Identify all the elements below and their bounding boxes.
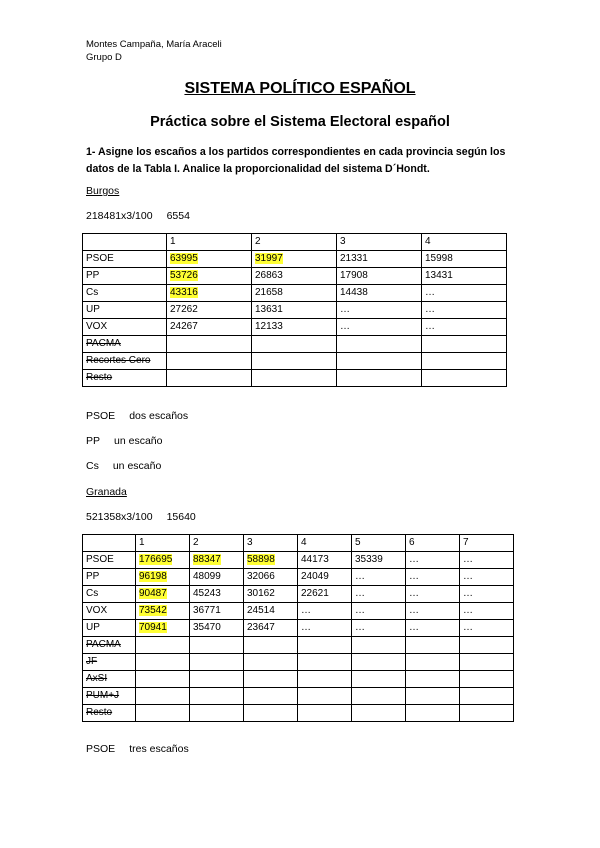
header-corner-cell [83, 535, 136, 552]
quotient-cell [136, 705, 190, 722]
quotient-cell [298, 654, 352, 671]
quotient-cell [422, 319, 507, 336]
quotient-value: … [355, 588, 365, 599]
quotient-value: 17908 [340, 270, 368, 281]
party-name: PSOE [86, 554, 114, 565]
party-cell [83, 370, 167, 387]
seat-quotient-value: 53726 [170, 270, 198, 281]
party-name: VOX [86, 605, 108, 616]
quotient-cell [190, 586, 244, 603]
quotient-cell [298, 620, 352, 637]
quotient-cell [406, 688, 460, 705]
quotient-cell [352, 569, 406, 586]
quotient-cell [422, 285, 507, 302]
quotient-cell [422, 268, 507, 285]
quotient-cell [337, 353, 422, 370]
quotient-cell [244, 637, 298, 654]
column-header: 6 [406, 535, 460, 552]
quotient-cell [422, 302, 507, 319]
table-row [83, 620, 514, 637]
party-name: PACMA [86, 639, 121, 650]
quotient-cell [252, 268, 337, 285]
quotient-value: … [409, 571, 419, 582]
seat-quotient-value: 88347 [193, 554, 221, 565]
quotient-cell [167, 268, 252, 285]
quotient-value: 15998 [425, 253, 453, 264]
quotient-cell [460, 671, 514, 688]
quotient-value: … [425, 321, 435, 332]
party-name: Cs [86, 287, 99, 298]
party-cell [83, 319, 167, 336]
granada-calc-result: 15640 [166, 511, 196, 523]
quotient-cell [337, 268, 422, 285]
quotient-value: 24267 [170, 321, 198, 332]
party-name: JF [86, 656, 98, 667]
quotient-cell [406, 620, 460, 637]
quotient-cell [167, 353, 252, 370]
quotient-value: … [463, 571, 473, 582]
party-cell [83, 637, 136, 654]
quotient-cell [190, 552, 244, 569]
quotient-cell [244, 688, 298, 705]
party-cell [83, 654, 136, 671]
burgos-heading: Burgos [86, 185, 120, 197]
column-header: 2 [190, 535, 244, 552]
quotient-cell [422, 370, 507, 387]
granada-calc [86, 511, 196, 523]
result-text: tres escaños [129, 743, 189, 755]
quotient-cell [298, 552, 352, 569]
quotient-cell [244, 586, 298, 603]
header-corner-cell [83, 234, 167, 251]
quotient-value: … [340, 321, 350, 332]
table-row [83, 552, 514, 569]
quotient-cell [190, 705, 244, 722]
table-header-row [83, 234, 507, 251]
quotient-value: 23647 [247, 622, 275, 633]
quotient-cell [136, 569, 190, 586]
quotient-cell [190, 620, 244, 637]
quotient-cell [190, 688, 244, 705]
quotient-value: … [355, 605, 365, 616]
party-cell [83, 586, 136, 603]
table-row [83, 688, 514, 705]
party-name: Resto [86, 707, 113, 718]
quotient-cell [136, 688, 190, 705]
table-row [83, 370, 507, 387]
party-cell [83, 671, 136, 688]
party-name: PUM+J [86, 690, 120, 701]
quotient-cell [352, 688, 406, 705]
party-cell [83, 603, 136, 620]
column-header: 4 [422, 234, 507, 251]
quotient-value: 35470 [193, 622, 221, 633]
quotient-value: 30162 [247, 588, 275, 599]
quotient-cell [460, 569, 514, 586]
party-name: PP [86, 571, 100, 582]
quotient-cell [190, 569, 244, 586]
quotient-value: 36771 [193, 605, 221, 616]
burgos-result-psoe [86, 410, 188, 422]
quotient-value: 24514 [247, 605, 275, 616]
quotient-cell [244, 654, 298, 671]
quotient-value: … [355, 571, 365, 582]
table-row [83, 336, 507, 353]
quotient-cell [244, 620, 298, 637]
quotient-value: 22621 [301, 588, 329, 599]
granada-calc-expr: 521358x3/100 [86, 511, 153, 523]
quotient-cell [252, 336, 337, 353]
quotient-cell [406, 705, 460, 722]
seat-quotient-value: 96198 [139, 571, 167, 582]
party-name: PP [86, 270, 100, 281]
result-text: dos escaños [129, 410, 189, 422]
quotient-value: … [409, 622, 419, 633]
quotient-value: 13631 [255, 304, 283, 315]
quotient-cell [352, 603, 406, 620]
quotient-cell [252, 353, 337, 370]
quotient-cell [167, 302, 252, 319]
granada-heading: Granada [86, 486, 127, 498]
quotient-cell [136, 552, 190, 569]
quotient-cell [337, 251, 422, 268]
quotient-value: … [340, 304, 350, 315]
quotient-value: 26863 [255, 270, 283, 281]
table-row [83, 353, 507, 370]
quotient-value: … [463, 554, 473, 565]
quotient-cell [167, 336, 252, 353]
quotient-value: 48099 [193, 571, 221, 582]
quotient-cell [244, 603, 298, 620]
author-group: Grupo D [86, 52, 122, 63]
quotient-value: … [463, 588, 473, 599]
quotient-cell [252, 319, 337, 336]
result-party: PSOE [86, 743, 116, 755]
quotient-cell [460, 705, 514, 722]
party-cell [83, 353, 167, 370]
party-name: Recortes Cero [86, 355, 151, 366]
party-name: VOX [86, 321, 108, 332]
quotient-cell [460, 688, 514, 705]
result-text: un escaño [114, 435, 163, 447]
quotient-cell [136, 637, 190, 654]
party-cell [83, 251, 167, 268]
document-subtitle: Práctica sobre el Sistema Electoral español [150, 114, 450, 130]
quotient-cell [298, 586, 352, 603]
quotient-cell [406, 552, 460, 569]
quotient-cell [252, 251, 337, 268]
column-header: 5 [352, 535, 406, 552]
quotient-cell [460, 552, 514, 569]
quotient-value: … [355, 622, 365, 633]
party-name: AxSI [86, 673, 108, 684]
quotient-value: 27262 [170, 304, 198, 315]
quotient-value: … [301, 622, 311, 633]
quotient-cell [298, 569, 352, 586]
quotient-value: 14438 [340, 287, 368, 298]
quotient-value: 24049 [301, 571, 329, 582]
granada-table [82, 534, 514, 722]
quotient-cell [406, 637, 460, 654]
document-title: SISTEMA POLÍTICO ESPAÑOL [184, 80, 416, 97]
seat-quotient-value: 31997 [255, 253, 283, 264]
table-row [83, 586, 514, 603]
party-cell [83, 688, 136, 705]
seat-quotient-value: 176695 [139, 554, 173, 565]
table-row [83, 671, 514, 688]
quotient-cell [406, 671, 460, 688]
quotient-cell [190, 637, 244, 654]
result-party: Cs [86, 460, 99, 472]
seat-quotient-value: 58898 [247, 554, 275, 565]
burgos-result-cs [86, 460, 161, 472]
quotient-cell [244, 705, 298, 722]
author-name: Montes Campaña, María Araceli [86, 39, 222, 50]
quotient-cell [460, 654, 514, 671]
column-header: 3 [244, 535, 298, 552]
column-header: 1 [136, 535, 190, 552]
table-row [83, 637, 514, 654]
quotient-cell [136, 586, 190, 603]
quotient-value: … [301, 605, 311, 616]
quotient-value: … [409, 588, 419, 599]
quotient-cell [406, 586, 460, 603]
quotient-cell [460, 586, 514, 603]
burgos-result-pp [86, 435, 162, 447]
quotient-cell [422, 336, 507, 353]
quotient-cell [337, 336, 422, 353]
seat-quotient-value: 73542 [139, 605, 167, 616]
table-row [83, 319, 507, 336]
party-cell [83, 569, 136, 586]
quotient-value: … [409, 605, 419, 616]
seat-quotient-value: 63995 [170, 253, 198, 264]
quotient-value: 44173 [301, 554, 329, 565]
quotient-value: … [425, 287, 435, 298]
party-name: UP [86, 304, 100, 315]
quotient-cell [352, 586, 406, 603]
quotient-cell [167, 251, 252, 268]
quotient-cell [406, 654, 460, 671]
quotient-cell [244, 552, 298, 569]
quotient-cell [136, 671, 190, 688]
quotient-value: 12133 [255, 321, 283, 332]
burgos-calc [86, 210, 190, 222]
question-text: 1- Asigne los escaños a los partidos correspondientes en cada provincia según los datos de la Tabla I. Analice la proporcionalidad del sistema D´Hondt. [86, 146, 506, 175]
quotient-cell [167, 319, 252, 336]
quotient-cell [352, 620, 406, 637]
quotient-cell [422, 251, 507, 268]
quotient-cell [136, 620, 190, 637]
party-name: Resto [86, 372, 113, 383]
quotient-cell [352, 671, 406, 688]
author-block [86, 38, 222, 64]
party-name: Cs [86, 588, 99, 599]
quotient-value: 21331 [340, 253, 368, 264]
quotient-cell [252, 302, 337, 319]
table-row [83, 569, 514, 586]
seat-quotient-value: 43316 [170, 287, 198, 298]
table-header-row [83, 535, 514, 552]
column-header: 4 [298, 535, 352, 552]
granada-result-psoe [86, 743, 189, 755]
seat-quotient-value: 90487 [139, 588, 167, 599]
quotient-value: … [425, 304, 435, 315]
table-row [83, 654, 514, 671]
quotient-cell [298, 705, 352, 722]
party-cell [83, 552, 136, 569]
quotient-cell [298, 603, 352, 620]
quotient-cell [244, 569, 298, 586]
party-name: PACMA [86, 338, 121, 349]
quotient-value: 13431 [425, 270, 453, 281]
quotient-cell [190, 671, 244, 688]
column-header: 1 [167, 234, 252, 251]
party-cell [83, 302, 167, 319]
quotient-value: 35339 [355, 554, 383, 565]
quotient-cell [252, 370, 337, 387]
quotient-cell [252, 285, 337, 302]
column-header: 3 [337, 234, 422, 251]
quotient-value: … [409, 554, 419, 565]
result-party: PSOE [86, 410, 116, 422]
quotient-cell [337, 285, 422, 302]
quotient-cell [406, 569, 460, 586]
quotient-cell [406, 603, 460, 620]
quotient-cell [167, 285, 252, 302]
quotient-cell [352, 637, 406, 654]
party-cell [83, 268, 167, 285]
quotient-cell [298, 637, 352, 654]
quotient-value: … [463, 605, 473, 616]
column-header: 2 [252, 234, 337, 251]
table-row [83, 251, 507, 268]
quotient-cell [352, 705, 406, 722]
quotient-cell [167, 370, 252, 387]
quotient-cell [422, 353, 507, 370]
quotient-cell [190, 654, 244, 671]
quotient-cell [298, 688, 352, 705]
burgos-table [82, 233, 507, 387]
party-cell [83, 336, 167, 353]
quotient-cell [337, 370, 422, 387]
quotient-cell [337, 302, 422, 319]
table-row [83, 302, 507, 319]
result-party: PP [86, 435, 101, 447]
quotient-cell [136, 603, 190, 620]
party-cell [83, 705, 136, 722]
burgos-calc-result: 6554 [166, 210, 190, 222]
quotient-cell [244, 671, 298, 688]
party-cell [83, 285, 167, 302]
quotient-cell [460, 620, 514, 637]
quotient-value: 21658 [255, 287, 283, 298]
seat-quotient-value: 70941 [139, 622, 167, 633]
party-name: PSOE [86, 253, 114, 264]
quotient-cell [136, 654, 190, 671]
party-name: UP [86, 622, 100, 633]
table-row [83, 705, 514, 722]
quotient-value: 45243 [193, 588, 221, 599]
quotient-cell [298, 671, 352, 688]
quotient-cell [460, 603, 514, 620]
quotient-value: … [463, 622, 473, 633]
quotient-cell [352, 552, 406, 569]
table-row [83, 285, 507, 302]
burgos-calc-expr: 218481x3/100 [86, 210, 153, 222]
party-cell [83, 620, 136, 637]
table-row [83, 603, 514, 620]
quotient-cell [337, 319, 422, 336]
column-header: 7 [460, 535, 514, 552]
table-row [83, 268, 507, 285]
quotient-value: 32066 [247, 571, 275, 582]
quotient-cell [352, 654, 406, 671]
result-text: un escaño [112, 460, 162, 472]
quotient-cell [190, 603, 244, 620]
quotient-cell [460, 637, 514, 654]
